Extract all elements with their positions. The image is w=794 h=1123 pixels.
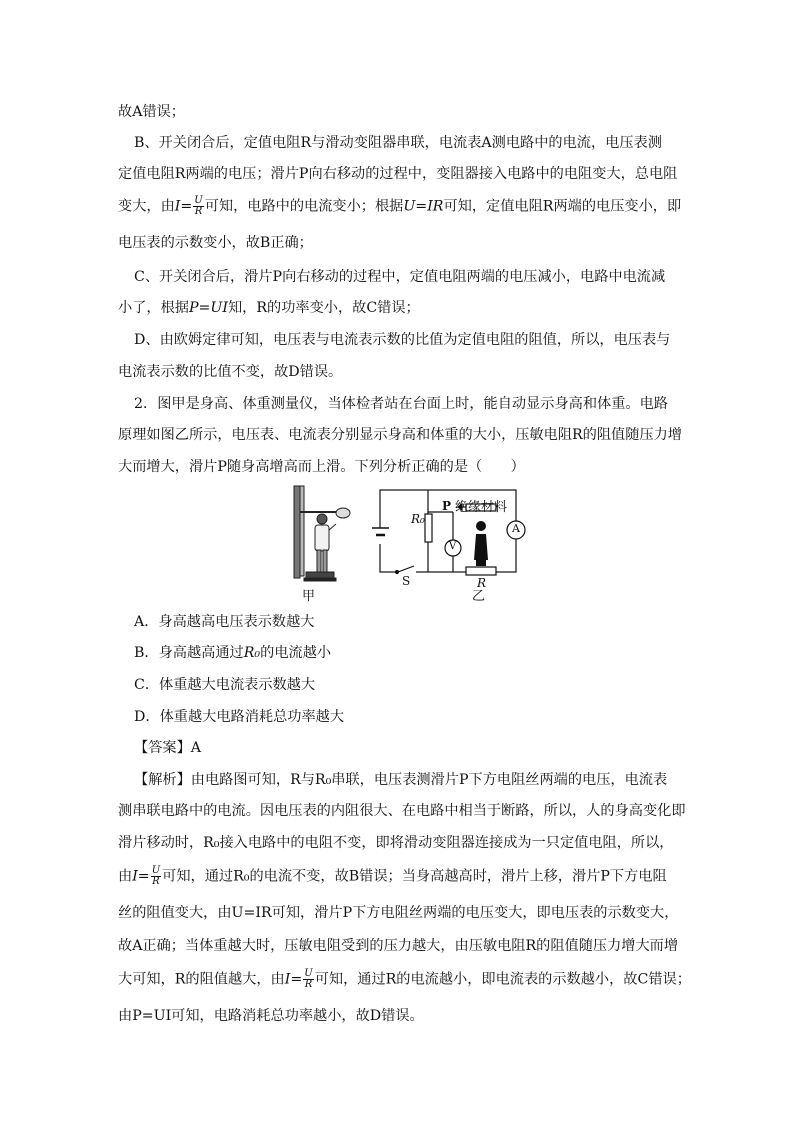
option-a: A．身高越高电压表示数越大 [134, 614, 315, 630]
label-r: R [477, 576, 487, 590]
option-d: D．体重越大电路消耗总功率越大 [134, 709, 345, 725]
label-ammeter: A [512, 522, 520, 535]
option-c: C．体重越大电流表示数越大 [134, 677, 316, 693]
label-switch: S [402, 574, 411, 588]
text-span: 小了，根据 [118, 300, 189, 316]
formula: P=UI [188, 300, 228, 316]
fraction-u-over-r [193, 196, 203, 217]
question-line: 2．图甲是身高、体重测量仪，当体检者站在台面上时，能自动显示身高和体重。电路 [134, 396, 668, 412]
fraction-numerator: U [194, 195, 203, 206]
fraction-denominator: R [304, 979, 313, 990]
analysis-line: 故A正确；当体重越大时，压敏电阻受到的压力越大，由压敏电阻R的阻值随压力增大而增 [118, 938, 679, 954]
question-line: 大而增大，滑片P随身高增高而上滑。下列分析正确的是（ ） [118, 459, 525, 475]
analysis-line: 【解析】由电路图可知，R与R₀串联，电压表测滑片P下方电阻丝两端的电压，电流表 [134, 772, 668, 788]
text-line: B、开关闭合后，定值电阻R与滑动变阻器串联，电流表A测电路中的电流，电压表测 [134, 135, 662, 151]
text-line [118, 196, 681, 217]
analysis-line: 由P=UI可知，电路消耗总功率越小，故D错误。 [118, 1008, 424, 1024]
text-line: C、开关闭合后，滑片P向右移动的过程中，定值电阻两端的电压减小，电路中电流减 [134, 269, 666, 285]
text-span: 可知，定值电阻R两端的电压变小，即 [443, 198, 682, 215]
fraction-denominator: R [152, 876, 160, 887]
formula: U=IR [403, 198, 444, 215]
text-span: B．身高越高通过 [134, 645, 244, 661]
text-span: 的电流越小 [260, 645, 332, 661]
text-line: 电流表示数的比值不变，故D错误。 [118, 364, 343, 380]
fraction-denominator: R [194, 206, 203, 217]
formula: I= [132, 868, 150, 885]
analysis-line: 丝的阻值变大，由U=IR可知，滑片P下方电阻丝两端的电压变大，即电压表的示数变大， [118, 905, 679, 921]
text-span: 大可知，R的阻值越大，由 [118, 971, 285, 988]
analysis-line [118, 866, 667, 887]
measuring-instrument-photo [294, 486, 350, 581]
fraction-numerator: U [151, 865, 161, 876]
text-span: 变大，由 [118, 198, 175, 215]
question-line: 原理如图乙所示，电压表、电流表分别显示身高和体重的大小，压敏电阻R的阻值随压力增 [118, 427, 682, 443]
label-insulator: 绝缘材料 [455, 500, 508, 515]
figure [286, 484, 532, 602]
text-span: 知，R的功率变小，故C错误； [227, 300, 420, 316]
label-r0: R₀ [411, 512, 425, 526]
formula: R₀ [243, 645, 261, 661]
text-span: 可知，通过R₀的电流不变，故B错误；当身高越高时，滑片上移，滑片P下方电阻 [162, 868, 667, 885]
formula: I= [284, 971, 303, 988]
analysis-line [118, 969, 691, 990]
text-span: 可知，电路中的电流变小；根据 [204, 198, 404, 215]
text-line: 故A错误； [118, 104, 185, 120]
analysis-line: 测串联电路中的电流。因电压表的内阻很大、在电路中相当于断路，所以，人的身高变化即 [118, 803, 686, 819]
analysis-line: 滑片移动时，R₀接入电路中的电阻不变，即将滑动变阻器连接成为一只定值电阻，所以， [118, 835, 674, 851]
label-voltmeter: V [449, 541, 457, 552]
formula: I= [174, 198, 193, 215]
text-line: D、由欧姆定律可知，电压表与电流表示数的比值为定值电阻的阻值，所以，电压表与 [134, 332, 671, 348]
answer: 【答案】A [134, 740, 201, 756]
option-b [134, 643, 331, 663]
fraction-u-over-r [303, 969, 313, 990]
text-span: 由 [118, 868, 133, 885]
figure-caption-right: 乙 [472, 589, 486, 604]
text-line: 定值电阻R两端的电压；滑片P向右移动的过程中，变阻器接入电路中的电阻变大，总电阻 [118, 166, 678, 182]
fraction-u-over-r [151, 866, 161, 887]
label-p: P [442, 499, 452, 513]
figure-caption-left: 甲 [302, 589, 316, 604]
text-line: 电压表的示数变小，故B正确； [118, 235, 313, 251]
text-line [118, 298, 420, 318]
fraction-numerator: U [304, 968, 313, 979]
text-span: 可知，通过R的电流越小，即电流表的示数越小，故C错误； [314, 971, 691, 988]
